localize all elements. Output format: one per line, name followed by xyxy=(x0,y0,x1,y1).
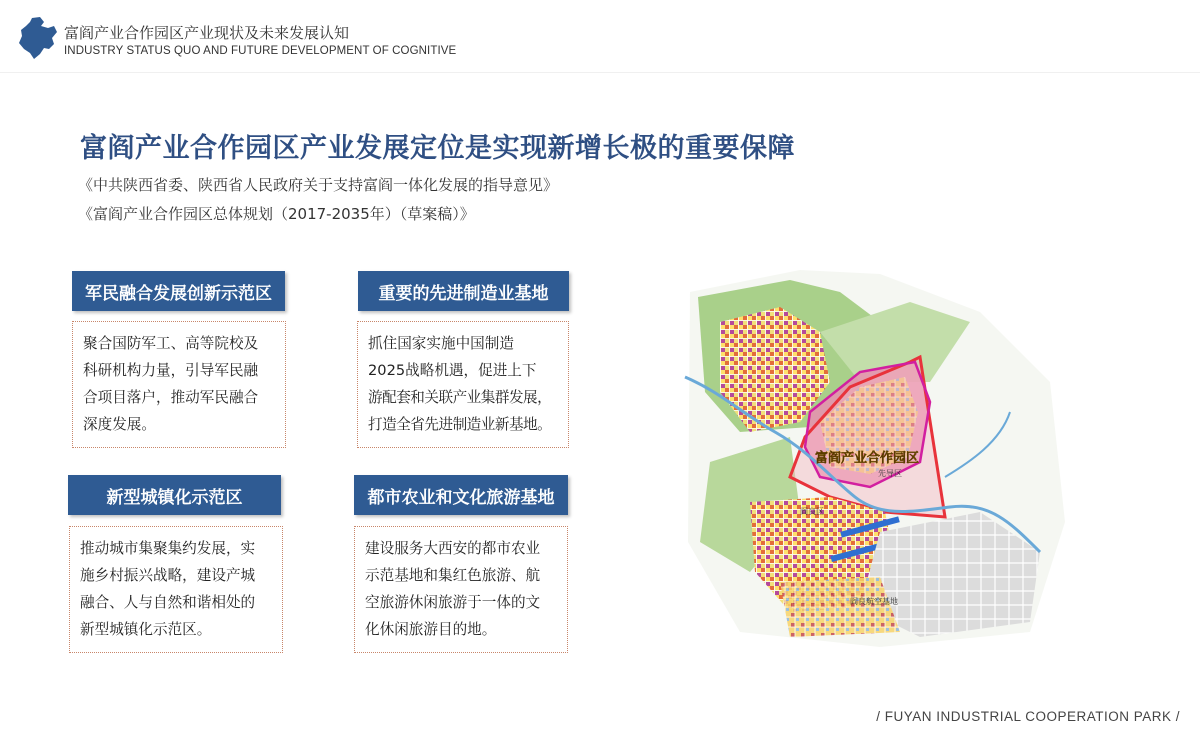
header-subtitle: INDUSTRY STATUS QUO AND FUTURE DEVELOPMENT OF COGNITIVE xyxy=(64,45,457,57)
card-line: 施乡村振兴战略，建设产城 xyxy=(80,567,256,584)
card-line: 抓住国家实施中国制造 xyxy=(368,335,514,352)
card-tag-agriculture-tourism: 都市农业和文化旅游基地 xyxy=(354,475,568,515)
card-tag-military-civil: 军民融合发展创新示范区 xyxy=(72,271,285,311)
page-title: 富阎产业合作园区产业发展定位是实现新增长极的重要保障 xyxy=(80,133,795,164)
map-label-yanliang: 阎良区 xyxy=(800,507,824,516)
map-label-aviation-base: 阎良航空基地 xyxy=(850,597,898,606)
card-tag-manufacturing: 重要的先进制造业基地 xyxy=(358,271,569,311)
shaanxi-map-logo-icon xyxy=(18,16,58,60)
planning-map xyxy=(680,262,1070,652)
card-line: 融合、人与自然和谐相处的 xyxy=(80,594,256,611)
card-line: 建设服务大西安的都市农业 xyxy=(365,540,541,557)
map-label-pilot-zone: 先导区 xyxy=(878,469,902,478)
reference-document-1: 《中共陕西省委、陕西省人民政府关于支持富阎一体化发展的指导意见》 xyxy=(78,176,559,194)
footer-park-name: / FUYAN INDUSTRIAL COOPERATION PARK / xyxy=(876,709,1180,724)
card-line: 新型城镇化示范区。 xyxy=(80,621,212,638)
card-body-military-civil xyxy=(72,321,286,448)
reference-document-2: 《富阎产业合作园区总体规划（2017-2035年）（草案稿）》 xyxy=(78,205,475,223)
card-line: 打造全省先进制造业新基地。 xyxy=(368,416,552,433)
card-line: 空旅游休闲旅游于一体的文 xyxy=(365,594,541,611)
card-body-urbanization xyxy=(69,526,283,653)
card-tag-urbanization: 新型城镇化示范区 xyxy=(68,475,281,515)
map-park-label: 富阎产业合作园区 xyxy=(815,451,920,466)
card-line: 聚合国防军工、高等院校及 xyxy=(83,335,259,352)
header-divider xyxy=(0,72,1200,73)
card-line: 游配套和关联产业集群发展， xyxy=(368,389,552,406)
card-body-agriculture-tourism xyxy=(354,526,568,653)
header-title: 富阎产业合作园区产业现状及未来发展认知 xyxy=(64,24,350,42)
card-body-manufacturing xyxy=(357,321,569,448)
card-line: 示范基地和集红色旅游、航 xyxy=(365,567,541,584)
card-line: 化休闲旅游目的地。 xyxy=(365,621,497,638)
card-line: 深度发展。 xyxy=(83,416,156,433)
card-line: 科研机构力量，引导军民融 xyxy=(83,362,259,379)
card-line: 推动城市集聚集约发展，实 xyxy=(80,540,256,557)
card-line: 2025战略机遇，促进上下 xyxy=(368,362,537,379)
card-line: 合项目落户，推动军民融合 xyxy=(83,389,259,406)
header xyxy=(0,0,1200,74)
